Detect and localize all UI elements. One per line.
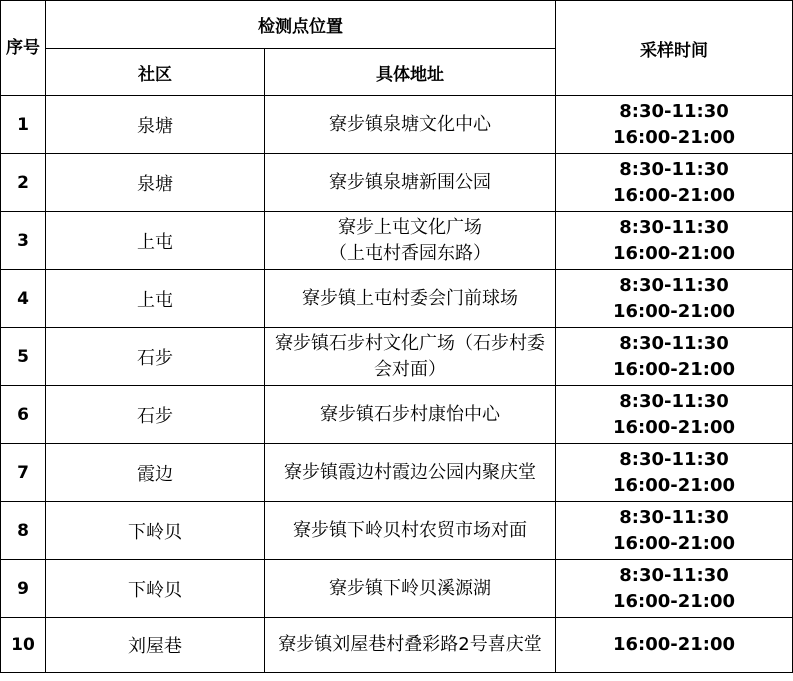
time-slot: 16:00-21:00 xyxy=(612,300,736,322)
location-group-header: 检测点位置 xyxy=(46,1,556,49)
sampling-time-cell xyxy=(556,212,793,270)
time-slot: 8:30-11:30 xyxy=(619,274,729,296)
row-index: 5 xyxy=(1,328,46,386)
address-cell: 寮步镇上屯村委会门前球场 xyxy=(265,270,556,328)
index-column-header: 序号 xyxy=(1,1,46,96)
table-row xyxy=(1,502,793,560)
time-slot: 8:30-11:30 xyxy=(619,506,729,528)
community-cell: 泉塘 xyxy=(46,96,265,154)
row-index: 9 xyxy=(1,560,46,618)
sampling-time-cell xyxy=(556,502,793,560)
table-row xyxy=(1,154,793,212)
community-cell: 上屯 xyxy=(46,270,265,328)
time-slot: 16:00-21:00 xyxy=(612,184,736,206)
community-cell: 刘屋巷 xyxy=(46,618,265,673)
address-cell: 寮步镇下岭贝村农贸市场对面 xyxy=(265,502,556,560)
row-index: 1 xyxy=(1,96,46,154)
table-row xyxy=(1,618,793,673)
address-cell: 寮步镇泉塘新围公园 xyxy=(265,154,556,212)
community-cell: 石步 xyxy=(46,386,265,444)
address-cell: 寮步镇石步村康怡中心 xyxy=(265,386,556,444)
table-row xyxy=(1,212,793,270)
row-index: 4 xyxy=(1,270,46,328)
time-slot: 16:00-21:00 xyxy=(612,126,736,148)
table-header xyxy=(1,1,793,96)
time-slot: 16:00-21:00 xyxy=(612,416,736,438)
row-index: 7 xyxy=(1,444,46,502)
community-cell: 泉塘 xyxy=(46,154,265,212)
time-slot: 8:30-11:30 xyxy=(619,390,729,412)
row-index: 2 xyxy=(1,154,46,212)
community-cell: 霞边 xyxy=(46,444,265,502)
sampling-time-cell xyxy=(556,618,793,673)
time-slot: 16:00-21:00 xyxy=(612,474,736,496)
address-cell: 寮步镇下岭贝溪源湖 xyxy=(265,560,556,618)
row-index: 3 xyxy=(1,212,46,270)
time-slot: 8:30-11:30 xyxy=(619,100,729,122)
address-cell: 寮步镇霞边村霞边公园内聚庆堂 xyxy=(265,444,556,502)
row-index: 10 xyxy=(1,618,46,673)
table-row xyxy=(1,96,793,154)
address-cell: 寮步镇泉塘文化中心 xyxy=(265,96,556,154)
community-column-header: 社区 xyxy=(46,49,265,96)
table-row xyxy=(1,386,793,444)
time-slot: 8:30-11:30 xyxy=(619,332,729,354)
community-cell: 上屯 xyxy=(46,212,265,270)
time-slot: 16:00-21:00 xyxy=(612,590,736,612)
table-row xyxy=(1,560,793,618)
address-cell: 寮步上屯文化广场 （上屯村香园东路） xyxy=(265,212,556,270)
time-slot: 16:00-21:00 xyxy=(612,242,736,264)
sampling-time-cell xyxy=(556,560,793,618)
time-slot: 16:00-21:00 xyxy=(612,358,736,380)
table-row xyxy=(1,328,793,386)
sampling-time-cell xyxy=(556,154,793,212)
time-slot: 8:30-11:30 xyxy=(619,564,729,586)
row-index: 6 xyxy=(1,386,46,444)
header-row-top xyxy=(1,1,793,49)
community-cell: 下岭贝 xyxy=(46,560,265,618)
table-row xyxy=(1,444,793,502)
sampling-time-cell xyxy=(556,270,793,328)
time-slot: 8:30-11:30 xyxy=(619,158,729,180)
sampling-time-cell xyxy=(556,444,793,502)
time-slot: 8:30-11:30 xyxy=(619,448,729,470)
time-slot: 8:30-11:30 xyxy=(619,216,729,238)
sampling-time-cell xyxy=(556,328,793,386)
time-slot: 16:00-21:00 xyxy=(612,634,736,655)
address-cell: 寮步镇刘屋巷村叠彩路2号喜庆堂 xyxy=(265,618,556,673)
address-column-header: 具体地址 xyxy=(265,49,556,96)
address-cell: 寮步镇石步村文化广场（石步村委会对面） xyxy=(265,328,556,386)
sampling-time-cell xyxy=(556,96,793,154)
row-index: 8 xyxy=(1,502,46,560)
table-body xyxy=(1,96,793,673)
sampling-time-cell xyxy=(556,386,793,444)
community-cell: 下岭贝 xyxy=(46,502,265,560)
time-slot: 16:00-21:00 xyxy=(612,532,736,554)
community-cell: 石步 xyxy=(46,328,265,386)
sampling-time-header: 采样时间 xyxy=(556,1,793,96)
table-row xyxy=(1,270,793,328)
